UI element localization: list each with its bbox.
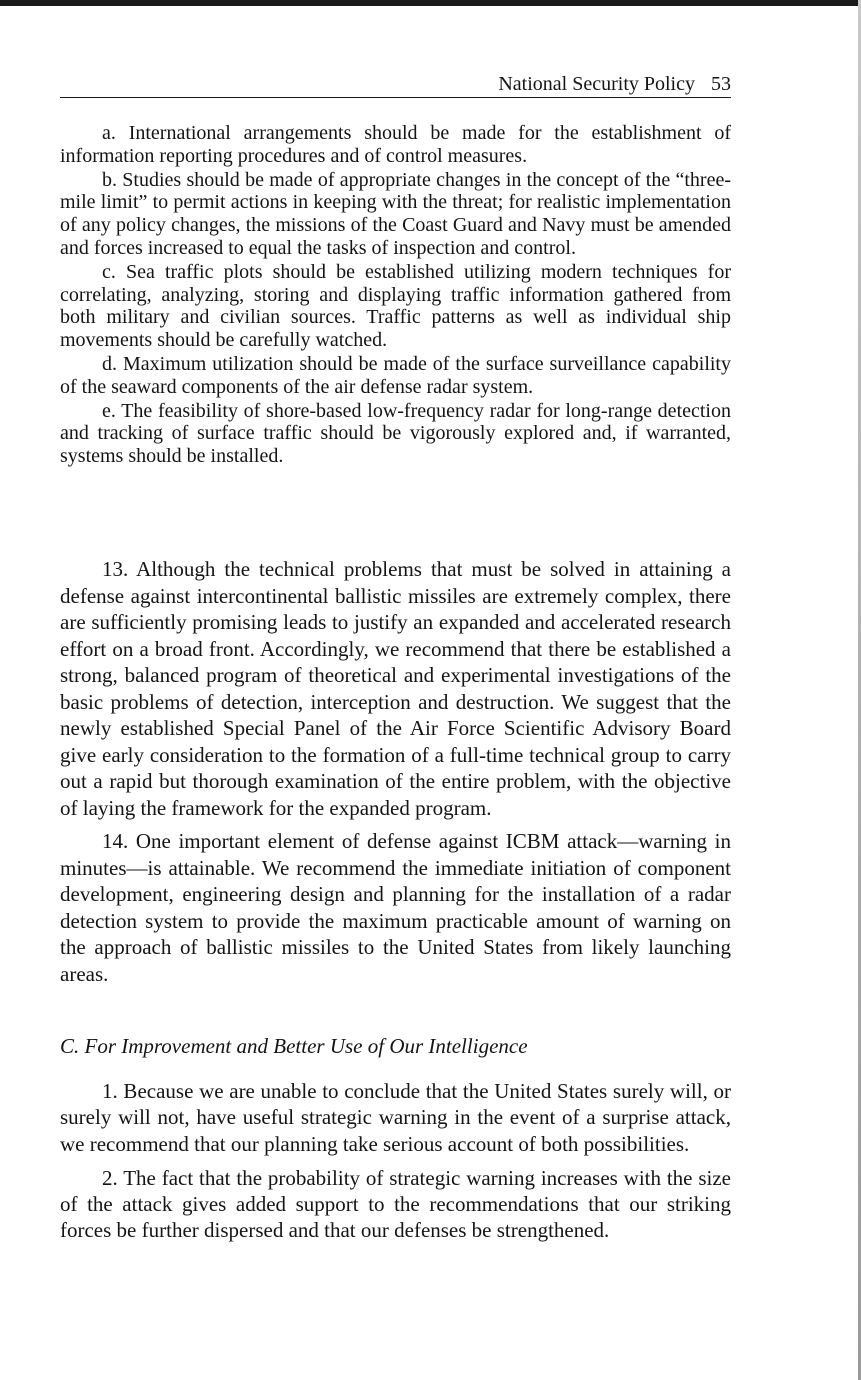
section-c-paragraph-1: 1. Because we are unable to conclude that the United States surely will, or surely will not, have useful strategic warning in the event of a surprise attack, we recommend that our planning take serious account of both possibilities. xyxy=(60,1079,731,1156)
numbered-recommendations xyxy=(60,556,731,994)
lettered-recommendations xyxy=(60,122,731,469)
item-c: c. Sea traffic plots should be established utilizing modern techniques for correlating, analyzing, storing and displaying traffic information gathered from both military and civilian sources. Traffic patterns as well as individual ship movements should be carefully watched. xyxy=(60,260,731,352)
section-c-heading: C. For Improvement and Better Use of Our Intelligence xyxy=(60,1034,528,1058)
running-title: National Security Policy xyxy=(498,73,695,95)
item-b: b. Studies should be made of appropriate changes in the concept of the “three-mile limit” to permit actions in keeping with the threat; for realistic implementation of any policy changes, the missions of the Coast Guard and Navy must be amended and forces increased to equal the tasks of inspection and control. xyxy=(60,168,731,259)
page-number: 53 xyxy=(711,73,731,95)
section-c-body xyxy=(60,1078,731,1252)
paragraph-14: 14. One important element of defense against ICBM attack—warning in minutes—is attainable. We recommend the immediate initiation of component development, engineering design and planning for the installation of a radar detection system to provide the maximum practicable amount of warning on the approach of ballistic missiles to the United States from likely launching areas. xyxy=(60,829,731,986)
page-top-edge xyxy=(0,0,861,6)
item-e: e. The feasibility of shore-based low-frequency radar for long-range detection and tracking of surface traffic should be vigorously explored and, if warranted, systems should be installed. xyxy=(60,399,731,468)
running-header xyxy=(60,72,731,98)
paragraph-13: 13. Although the technical problems that must be solved in attaining a defense against intercontinental ballistic missiles are extremely complex, there are sufficiently promising leads to justify an expanded and accelerated research effort on a broad front. Accordingly, we recommend that there be established a strong, balanced program of theoretical and experimental investigations of the basic problems of detection, interception and destruction. We suggest that the newly established Special Panel of the Air Force Scientific Advisory Board give early consideration to the formation of a full-time technical group to carry out a rapid but thorough examination of the entire problem, with the objective of laying the framework for the expanded program. xyxy=(60,557,731,820)
item-d: d. Maximum utilization should be made of the surface surveillance capability of the seaward components of the air defense radar system. xyxy=(60,352,731,398)
section-c-paragraph-2: 2. The fact that the probability of strategic warning increases with the size of the attack gives added support to the recommendations that our striking forces be further dispersed and that our defenses be strengthened. xyxy=(60,1165,731,1243)
item-a: a. International arrangements should be made for the establishment of information reporting procedures and of control measures. xyxy=(60,122,731,167)
